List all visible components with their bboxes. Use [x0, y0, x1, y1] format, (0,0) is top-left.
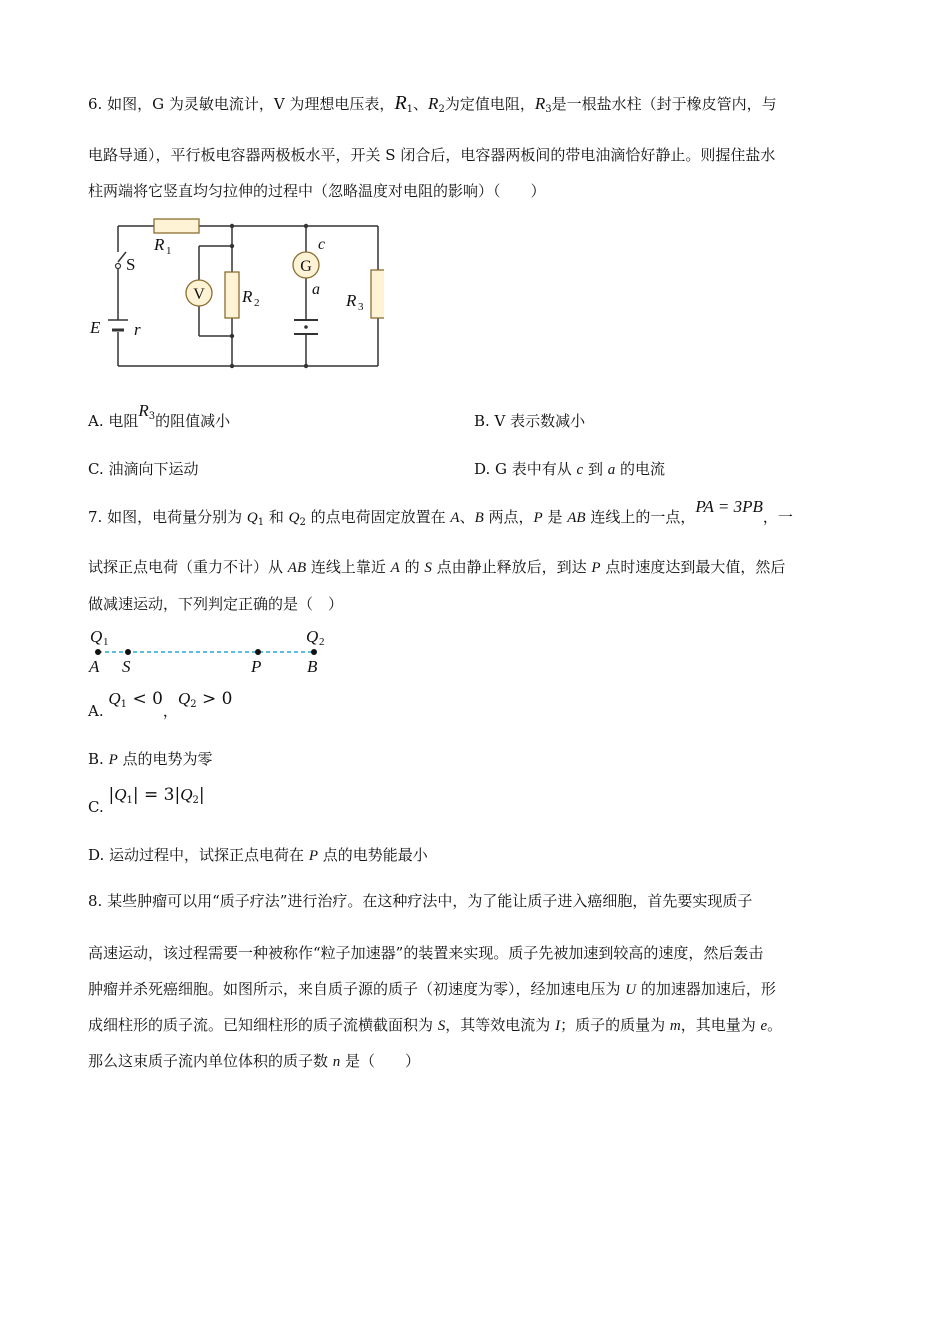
q2-symbol: Q: [177, 689, 191, 708]
option-text: 到: [583, 460, 608, 478]
option-text: C.: [88, 798, 104, 816]
q7-text: 、: [459, 508, 475, 526]
junction-dot: [230, 364, 234, 368]
q6-text: 6. 如图，G 为灵敏电流计，V 为理想电压表，: [88, 95, 395, 113]
voltage-u: U: [625, 982, 637, 998]
label-a: a: [312, 281, 320, 298]
q7-option-d: [88, 844, 428, 867]
junction-dot: [230, 224, 234, 228]
point-s: S: [424, 560, 432, 576]
q7-text: 点时速度达到最大值，然后: [600, 558, 786, 576]
area-s: S: [437, 1018, 446, 1034]
point-c: c: [576, 462, 584, 478]
q7-line-1: [88, 497, 793, 534]
q7-option-b: [88, 748, 213, 771]
q8-text: ，其电量为: [680, 1016, 761, 1034]
q6-option-d: [474, 458, 665, 481]
option-text: D. 运动过程中，试探正点电荷在: [88, 846, 309, 864]
r3-symbol: R: [138, 401, 149, 420]
r3-sub: 3: [148, 411, 156, 422]
label-q1: Q: [90, 627, 103, 646]
q6-line-1: [88, 92, 777, 121]
r3-sub: 3: [545, 104, 552, 115]
q8-text: ；质子的质量为: [560, 1016, 670, 1034]
circuit-diagram: [84, 212, 384, 372]
q7-text: 的点电荷固定放置在: [305, 508, 451, 526]
q1-sub: 1: [257, 517, 265, 528]
label-q2-sub: 2: [319, 636, 325, 648]
option-text: 点的电势为零: [117, 750, 213, 768]
q8-line-5: [88, 1050, 420, 1073]
q1-symbol: Q: [108, 689, 121, 708]
q1-symbol: Q: [114, 785, 127, 804]
current-i: I: [555, 1018, 561, 1034]
q6-text: 是一根盐水柱（封于橡皮管内，与: [551, 95, 777, 113]
point-p: P: [591, 560, 601, 576]
option-text: A. 电阻: [88, 412, 139, 430]
charge-e: e: [760, 1018, 768, 1034]
voltmeter-label: V: [193, 286, 205, 303]
q2-symbol: Q: [288, 510, 300, 526]
q6-option-a: [88, 401, 231, 438]
label-r1-sub: 1: [166, 245, 172, 257]
point-s-dot: [125, 649, 131, 655]
point-p: P: [108, 752, 118, 768]
switch-contact: [116, 264, 121, 269]
equals-three: = 3: [138, 785, 175, 805]
segment-ab: AB: [287, 560, 307, 576]
label-internal-r: r: [134, 320, 141, 339]
r2-sub: 2: [438, 104, 445, 115]
q6-option-c: C. 油滴向下运动: [88, 460, 199, 478]
q8-line-1: 8. 某些肿瘤可以用“质子疗法”进行治疗。在这种疗法中，为了能让质子进入癌细胞，首先要实现质子: [88, 892, 753, 910]
q1-sub: 1: [126, 795, 133, 806]
option-text: 的电流: [615, 460, 666, 478]
label-s: S: [122, 657, 131, 676]
q8-text: 是（ ）: [340, 1052, 421, 1070]
q7-text: 是: [542, 508, 568, 526]
q7-text: 7. 如图，电荷量分别为: [88, 508, 247, 526]
junction-dot: [230, 244, 234, 248]
density-n: n: [332, 1054, 341, 1070]
q8-text: 那么这束质子流内单位体积的质子数: [88, 1052, 333, 1070]
q1-symbol: Q: [246, 510, 258, 526]
q2-sub: 2: [192, 795, 199, 806]
q8-line-2: 高速运动，该过程需要一种被称作“粒子加速器”的装置来实现。质子先被加速到较高的速度，然后轰击: [88, 944, 764, 962]
q2-sub: 2: [299, 517, 306, 528]
q7-text: 两点，: [483, 508, 534, 526]
q8-line-4: [88, 1014, 782, 1037]
resistor-r1: [154, 219, 199, 233]
label-b: B: [307, 657, 318, 676]
q6-option-b: B. V 表示数减小: [474, 412, 586, 430]
label-q1-sub: 1: [103, 636, 109, 648]
label-r3-sub: 3: [358, 301, 364, 313]
label-r2: R: [242, 287, 253, 306]
q7-option-c: [88, 785, 205, 824]
point-a-dot: [95, 649, 101, 655]
r1-symbol: R: [394, 92, 407, 114]
separator: 、: [413, 95, 429, 113]
q7-option-c-math: $|Q_1| = 3|Q_2|$: [108, 785, 205, 806]
point-b-dot: [311, 649, 317, 655]
q8-text: ，其等效电流为: [445, 1016, 556, 1034]
r2-symbol: R: [428, 94, 439, 113]
q7-text: ，一: [762, 508, 793, 526]
q6-line-3: 柱两端将它竖直均匀拉伸的过程中（忽略温度对电阻的影响）（ ）: [88, 182, 546, 200]
option-text: A.: [88, 702, 104, 720]
q7-option-a-math-2: [178, 690, 233, 708]
label-emf: E: [90, 318, 101, 337]
q2-symbol: Q: [180, 785, 193, 804]
galvanometer-label: G: [300, 258, 312, 275]
label-a: A: [89, 657, 100, 676]
q7-text: 点由静止释放后，到达: [431, 558, 592, 576]
q6-text: 为定值电阻，: [444, 95, 535, 113]
q8-line-3: [88, 978, 776, 1001]
q7-text: 连线上的一点，: [585, 508, 696, 526]
q2-sub: 2: [190, 699, 197, 710]
label-switch: S: [126, 255, 136, 274]
junction-dot: [304, 364, 308, 368]
q7-text: 和: [264, 508, 289, 526]
label-p: P: [251, 657, 262, 676]
point-a: a: [607, 462, 616, 478]
r3-symbol: R: [534, 94, 546, 113]
option-text: 的阻值减小: [155, 412, 231, 430]
q8-text: 的加速器加速后，形: [636, 980, 776, 998]
q7-line-3: 做减速运动，下列判定正确的是（ ）: [88, 595, 344, 613]
point-b: B: [474, 510, 484, 526]
q6-line-2: 电路导通），平行板电容器两极板水平，开关 S 闭合后，电容器两板间的带电油滴恰好静止。则握住盐水: [88, 146, 776, 164]
point-a: A: [450, 510, 460, 526]
charges-figure: [84, 622, 334, 678]
label-c: c: [318, 236, 326, 253]
option-text: D. G 表中有从: [474, 460, 577, 478]
junction-dot: [304, 224, 308, 228]
pa-equation: PA = 3PB: [695, 497, 763, 516]
q8-text: 肿瘤并杀死癌细胞。如图所示，来自质子源的质子（初速度为零），经加速电压为: [88, 980, 626, 998]
q7-line-2: [88, 556, 785, 579]
label-q2: Q: [306, 627, 319, 646]
q8-text: 。: [767, 1016, 783, 1034]
q1-relation: < 0: [127, 689, 163, 709]
resistor-r3: [371, 270, 384, 318]
label-r3: R: [346, 291, 357, 310]
r1-sub: 1: [406, 104, 414, 115]
point-p: P: [533, 510, 543, 526]
q7-option-a: [88, 689, 233, 728]
q7-text: 的: [399, 558, 425, 576]
option-text: 点的电势能最小: [317, 846, 428, 864]
point-a: A: [390, 560, 400, 576]
label-r2-sub: 2: [254, 297, 260, 309]
option-text: B.: [88, 750, 109, 768]
q7-option-a-math: [108, 690, 163, 708]
separator: ，: [162, 702, 178, 720]
resistor-r2: [225, 272, 239, 318]
mass-m: m: [669, 1018, 681, 1034]
q7-text: 连线上靠近: [306, 558, 391, 576]
q2-relation: > 0: [196, 689, 233, 709]
point-p: P: [308, 848, 318, 864]
junction-dot: [230, 334, 234, 338]
oil-drop: [304, 325, 308, 329]
q7-text: 试探正点电荷（重力不计）从: [88, 558, 288, 576]
point-p-dot: [255, 649, 261, 655]
segment-ab: AB: [567, 510, 586, 526]
q8-text: 成细柱形的质子流。已知细柱形的质子流横截面积为: [88, 1016, 438, 1034]
q1-sub: 1: [120, 699, 128, 710]
label-r1: R: [154, 235, 165, 254]
